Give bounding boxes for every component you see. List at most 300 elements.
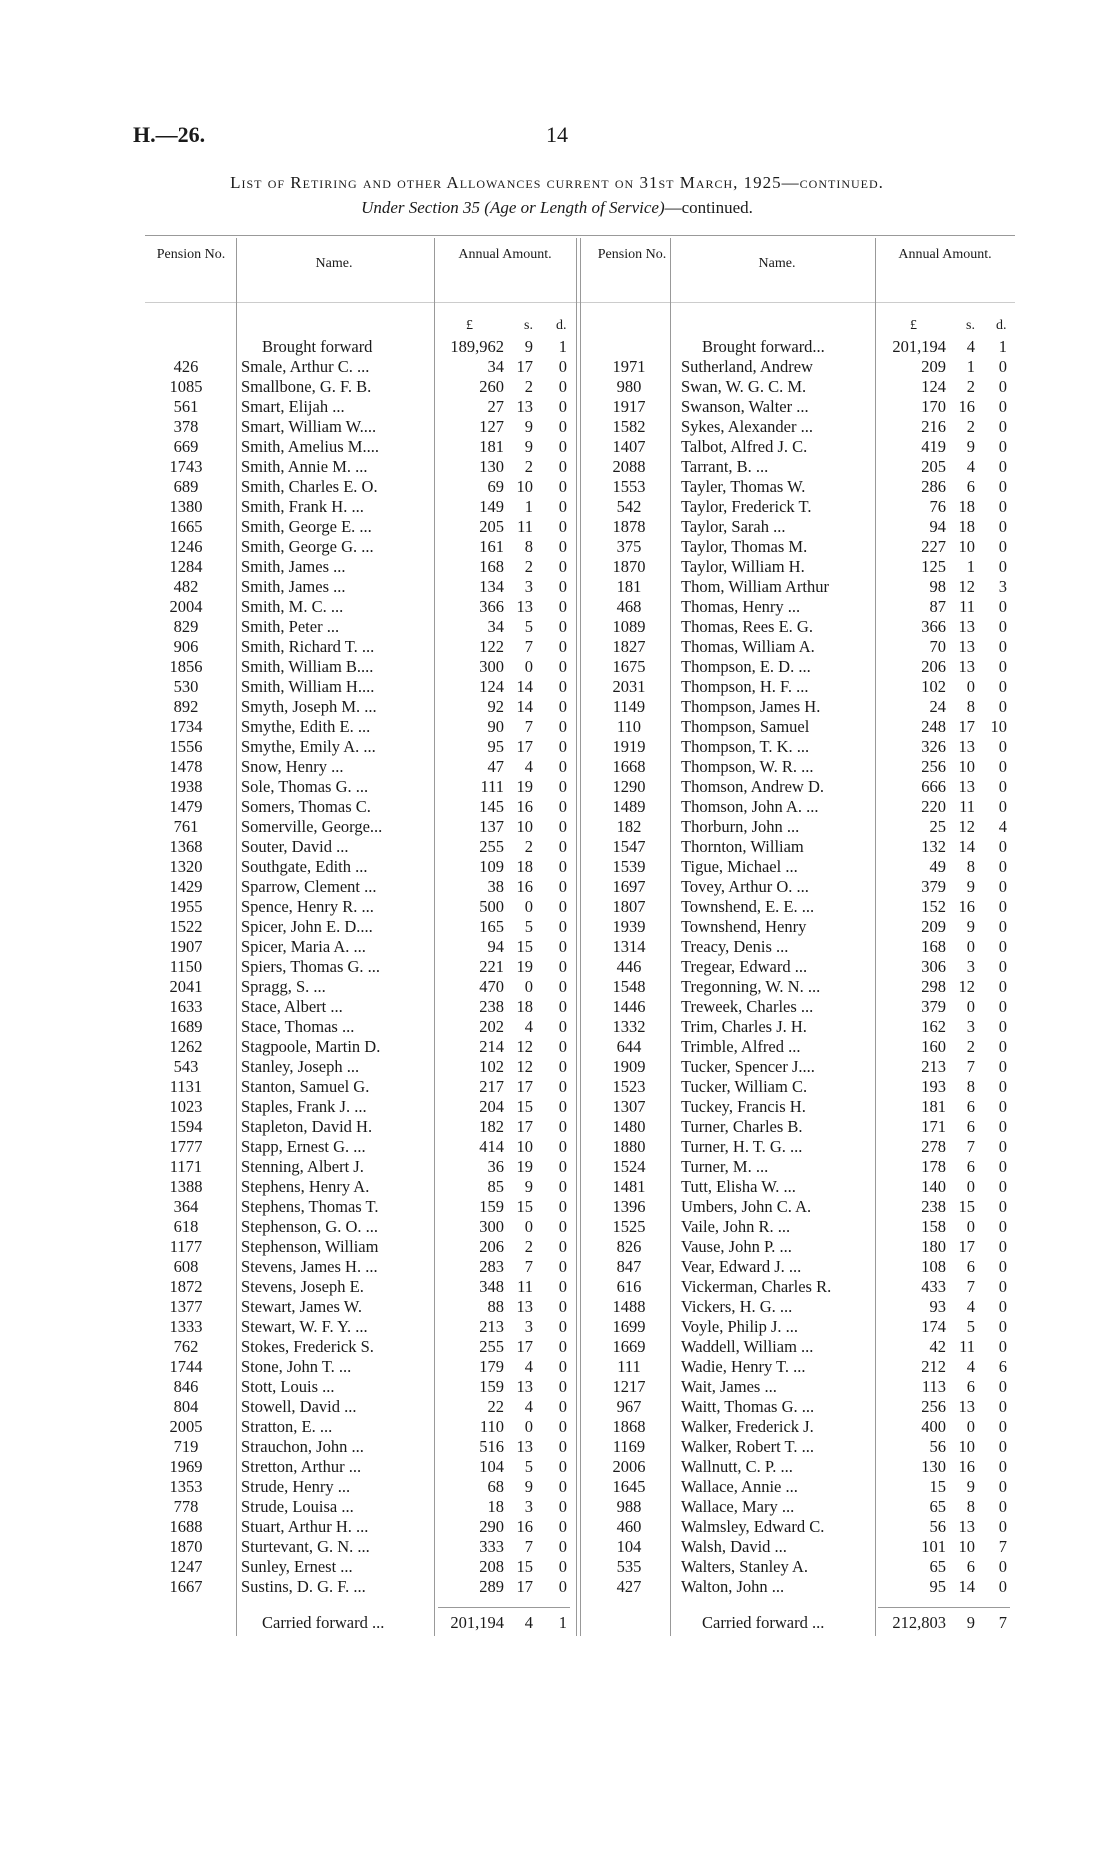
amount-shillings: 10 [958,1537,975,1556]
amount-pounds: 217 [479,1077,504,1096]
pension-no: 1388 [169,1177,203,1196]
pensioner-name: Wait, James ... [681,1377,777,1396]
amount-shillings: 16 [516,1517,533,1536]
amount-shillings: 14 [516,697,533,716]
row-label: Carried forward ... [262,1613,385,1632]
amount-pounds: 201,194 [450,1613,504,1632]
pension-no: 1907 [169,937,203,956]
pensioner-name: Smith, George G. ... [241,537,374,556]
pension-no: 378 [173,417,199,436]
amount-pence: 0 [998,737,1007,756]
pension-no: 1743 [169,457,203,476]
amount-shillings: 1 [966,557,975,576]
amount-shillings: 1 [524,497,533,516]
amount-shillings: 0 [524,1417,533,1436]
amount-shillings: 16 [516,877,533,896]
pensioner-name: Smith, James ... [241,557,346,576]
amount-shillings: 4 [966,1297,975,1316]
amount-shillings: 4 [524,1357,533,1376]
amount-shillings: 2 [524,1237,533,1256]
pension-no: 778 [173,1497,199,1516]
pension-no: 375 [616,537,642,556]
amount-shillings: 7 [966,1277,975,1296]
pensioner-name: Tarrant, B. ... [681,457,769,476]
pension-no: 762 [173,1337,199,1356]
pension-no: 1380 [169,497,203,516]
amount-pence: 0 [998,1417,1007,1436]
pension-no: 1524 [612,1157,646,1176]
pension-no: 1917 [612,397,646,416]
pensioner-name: Strude, Louisa ... [241,1497,354,1516]
pension-no: 1919 [612,737,646,756]
pension-no: 1353 [169,1477,203,1496]
amount-pence: 0 [998,1457,1007,1476]
pensioner-name: Walters, Stanley A. [681,1557,808,1576]
amount-pence: 0 [998,857,1007,876]
amount-pence: 0 [998,1517,1007,1536]
pension-no: 1669 [612,1337,646,1356]
amount-pence: 0 [558,1477,567,1496]
amount-shillings: 15 [516,1097,533,1116]
amount-pounds: 174 [921,1317,946,1336]
pensioner-name: Somers, Thomas C. [241,797,371,816]
amount-pounds: 366 [479,597,504,616]
pensioner-name: Wadie, Henry T. ... [681,1357,806,1376]
pension-no: 1523 [612,1077,646,1096]
pensioner-name: Thompson, H. F. ... [681,677,809,696]
amount-shillings: 4 [966,457,975,476]
table-row [0,717,1114,737]
table-row [0,1477,1114,1497]
amount-shillings: 16 [958,397,975,416]
amount-shillings: 15 [516,937,533,956]
subtitle-italic: Under Section 35 (Age or Length of Service) [361,198,665,217]
pension-no: 689 [173,477,199,496]
amount-pounds: 132 [921,837,946,856]
row-label: Brought forward... [702,337,825,356]
pensioner-name: Stephenson, William [241,1237,379,1256]
amount-shillings: 7 [524,637,533,656]
amount-pence: 0 [558,1117,567,1136]
amount-pence: 0 [558,857,567,876]
amount-pence: 0 [998,1557,1007,1576]
amount-pence: 0 [558,1197,567,1216]
amount-pence: 0 [558,1377,567,1396]
pension-no: 1665 [169,517,203,536]
amount-pence: 0 [998,1097,1007,1116]
amount-pounds: 202 [479,1017,504,1036]
table-row [0,357,1114,377]
amount-pence: 0 [558,1457,567,1476]
amount-pence: 0 [998,637,1007,656]
amount-pounds: 88 [487,1297,504,1316]
table-row [0,417,1114,437]
amount-pounds: 158 [921,1217,946,1236]
pensioner-name: Walker, Frederick J. [681,1417,814,1436]
currency-pounds-left: £ [466,318,473,333]
amount-shillings: 8 [966,1077,975,1096]
pension-no: 846 [173,1377,199,1396]
pensioner-name: Walton, John ... [681,1577,785,1596]
pension-no: 2006 [612,1457,646,1476]
pension-no: 1827 [612,637,646,656]
pension-no: 460 [616,1517,642,1536]
amount-pounds: 34 [487,357,504,376]
amount-shillings: 0 [966,937,975,956]
pension-no: 1481 [612,1177,646,1196]
amount-shillings: 19 [516,957,533,976]
amount-pence: 0 [558,1157,567,1176]
pension-no: 1489 [612,797,646,816]
amount-pence: 0 [558,1237,567,1256]
pensioner-name: Thorburn, John ... [681,817,800,836]
table-row [0,1057,1114,1077]
pensioner-name: Tuckey, Francis H. [681,1097,806,1116]
amount-pence: 0 [558,697,567,716]
pensioner-name: Smith, George E. ... [241,517,372,536]
table-row [0,817,1114,837]
amount-pounds: 179 [479,1357,504,1376]
pensioner-name: Stowell, David ... [241,1397,357,1416]
amount-pounds: 102 [921,677,946,696]
amount-shillings: 7 [966,1137,975,1156]
amount-shillings: 6 [966,477,975,496]
amount-shillings: 6 [966,1377,975,1396]
amount-pence: 0 [998,1077,1007,1096]
table-row [0,837,1114,857]
amount-pounds: 159 [479,1197,504,1216]
pensioner-name: Thom, William Arthur [681,577,829,596]
amount-shillings: 19 [516,777,533,796]
pension-no: 1955 [169,897,203,916]
header-amount-right: Annual Amount. [898,247,992,262]
pension-no: 1446 [612,997,646,1016]
pensioner-name: Stapleton, David H. [241,1117,373,1136]
pensioner-name: Vickerman, Charles R. [681,1277,832,1296]
amount-shillings: 6 [966,1157,975,1176]
amount-pounds: 145 [479,797,504,816]
pensioner-name: Spicer, John E. D.... [241,917,373,936]
amount-pence: 0 [998,1397,1007,1416]
amount-shillings: 7 [524,1257,533,1276]
amount-pounds: 193 [921,1077,946,1096]
amount-pounds: 93 [929,1297,946,1316]
pensioner-name: Snow, Henry ... [241,757,344,776]
pensioner-name: Smith, Frank H. ... [241,497,364,516]
amount-shillings: 5 [524,617,533,636]
amount-shillings: 17 [516,357,533,376]
amount-pounds: 94 [487,937,504,956]
amount-pounds: 214 [479,1037,504,1056]
pensioner-name: Tutt, Elisha W. ... [681,1177,796,1196]
amount-pounds: 34 [487,617,504,636]
pension-no: 1939 [612,917,646,936]
amount-pence: 0 [558,477,567,496]
amount-shillings: 13 [958,617,975,636]
amount-pounds: 300 [479,657,504,676]
pensioner-name: Thompson, W. R. ... [681,757,814,776]
amount-pounds: 110 [479,1417,504,1436]
amount-pounds: 49 [929,857,946,876]
pension-no: 1909 [612,1057,646,1076]
pensioner-name: Stokes, Frederick S. [241,1337,374,1356]
table-row [0,1397,1114,1417]
amount-pence: 0 [558,1217,567,1236]
pensioner-name: Stuart, Arthur H. ... [241,1517,369,1536]
amount-pounds: 289 [479,1577,504,1596]
amount-shillings: 15 [516,1557,533,1576]
pensioner-name: Stratton, E. ... [241,1417,333,1436]
pension-no: 110 [616,717,642,736]
amount-pounds: 414 [479,1137,504,1156]
pensioner-name: Stanton, Samuel G. [241,1077,370,1096]
pension-no: 543 [173,1057,199,1076]
pension-no: 616 [616,1277,642,1296]
amount-shillings: 13 [516,1297,533,1316]
table-row [0,397,1114,417]
amount-pence: 0 [998,597,1007,616]
amount-shillings: 11 [959,797,975,816]
amount-pence: 0 [558,1337,567,1356]
brought-forward-row [0,337,1114,357]
pensioner-name: Smith, William H.... [241,677,375,696]
pension-no: 1697 [612,877,646,896]
amount-pounds: 25 [929,817,946,836]
pensioner-name: Sykes, Alexander ... [681,417,813,436]
amount-shillings: 4 [966,337,975,356]
table-row [0,1537,1114,1557]
amount-pounds: 87 [929,597,946,616]
amount-shillings: 0 [524,977,533,996]
pension-no: 104 [616,1537,642,1556]
amount-pounds: 278 [921,1137,946,1156]
pension-no: 1488 [612,1297,646,1316]
amount-pounds: 113 [921,1377,946,1396]
pensioner-name: Smyth, Joseph M. ... [241,697,377,716]
pensioner-name: Thompson, T. K. ... [681,737,810,756]
amount-shillings: 4 [524,1397,533,1416]
amount-pounds: 227 [921,537,946,556]
amount-pence: 0 [998,1377,1007,1396]
pension-no: 1633 [169,997,203,1016]
table-row [0,457,1114,477]
pension-no: 1938 [169,777,203,796]
amount-pounds: 212 [921,1357,946,1376]
pensioner-name: Wallace, Annie ... [681,1477,798,1496]
pensioner-name: Smythe, Emily A. ... [241,737,376,756]
amount-shillings: 0 [524,897,533,916]
table-row [0,597,1114,617]
amount-shillings: 9 [966,877,975,896]
pension-no: 182 [616,817,642,836]
amount-pounds: 104 [479,1457,504,1476]
amount-pounds: 15 [929,1477,946,1496]
table-top-rule [145,235,1015,236]
pension-no: 804 [173,1397,199,1416]
amount-pounds: 161 [479,537,504,556]
pensioner-name: Tigue, Michael ... [681,857,798,876]
amount-shillings: 8 [966,857,975,876]
amount-pence: 7 [998,1537,1007,1556]
pensioner-name: Smith, Peter ... [241,617,340,636]
pensioner-name: Wallnutt, C. P. ... [681,1457,793,1476]
pension-no: 1478 [169,757,203,776]
amount-shillings: 9 [966,1477,975,1496]
pensioner-name: Smith, Annie M. ... [241,457,368,476]
pensioner-name: Thomas, William A. [681,637,815,656]
amount-pounds: 206 [921,657,946,676]
amount-shillings: 1 [966,357,975,376]
pension-no: 1246 [169,537,203,556]
pension-no: 1307 [612,1097,646,1116]
pension-no: 2031 [612,677,646,696]
amount-shillings: 13 [516,597,533,616]
amount-pence: 0 [998,797,1007,816]
pension-no: 530 [173,677,199,696]
amount-pence: 0 [998,1237,1007,1256]
pensioner-name: Strauchon, John ... [241,1437,364,1456]
table-row [0,757,1114,777]
amount-pence: 0 [998,1037,1007,1056]
pension-no: 1169 [612,1437,646,1456]
pension-no: 1689 [169,1017,203,1036]
amount-pence: 0 [998,1277,1007,1296]
pension-no: 1856 [169,657,203,676]
pensioner-name: Smale, Arthur C. ... [241,357,370,376]
amount-shillings: 13 [958,1517,975,1536]
amount-shillings: 3 [524,1317,533,1336]
pensioner-name: Sole, Thomas G. ... [241,777,369,796]
amount-pence: 7 [998,1613,1007,1632]
table-row [0,997,1114,1017]
amount-shillings: 18 [516,997,533,1016]
pension-no: 1377 [169,1297,203,1316]
amount-pence: 0 [998,1257,1007,1276]
pension-no: 826 [616,1237,642,1256]
amount-shillings: 13 [958,637,975,656]
amount-pence: 0 [998,517,1007,536]
pensioner-name: Wallace, Mary ... [681,1497,795,1516]
pension-no: 1314 [612,937,646,956]
pensioner-name: Townshend, E. E. ... [681,897,815,916]
amount-pence: 1 [558,1613,567,1632]
pension-no: 111 [617,1357,641,1376]
amount-shillings: 17 [958,1237,975,1256]
pensioner-name: Spence, Henry R. ... [241,897,374,916]
table-row [0,1497,1114,1517]
amount-pounds: 238 [479,997,504,1016]
amount-pounds: 208 [479,1557,504,1576]
amount-pounds: 68 [487,1477,504,1496]
pension-no: 1667 [169,1577,203,1596]
pensioner-name: Spragg, S. ... [241,977,326,996]
amount-pounds: 181 [479,437,504,456]
table-row [0,797,1114,817]
pensioner-name: Stagpoole, Martin D. [241,1037,381,1056]
amount-pounds: 168 [921,937,946,956]
amount-pounds: 69 [487,477,504,496]
total-rule-right [878,1607,1010,1608]
pension-no: 980 [616,377,642,396]
amount-pence: 0 [558,1137,567,1156]
amount-pounds: 206 [479,1237,504,1256]
amount-pence: 3 [998,577,1007,596]
pension-no: 1150 [169,957,203,976]
table-row [0,1457,1114,1477]
amount-pence: 0 [558,1177,567,1196]
amount-pounds: 178 [921,1157,946,1176]
amount-shillings: 8 [966,697,975,716]
pensioner-name: Sutherland, Andrew [681,357,813,376]
amount-shillings: 2 [966,1037,975,1056]
amount-shillings: 12 [958,817,975,836]
pensioner-name: Tovey, Arthur O. ... [681,877,809,896]
amount-pence: 0 [558,357,567,376]
pension-no: 1556 [169,737,203,756]
amount-shillings: 17 [958,717,975,736]
pension-no: 829 [173,617,199,636]
amount-pounds: 18 [487,1497,504,1516]
pension-no: 1645 [612,1477,646,1496]
pension-no: 1479 [169,797,203,816]
amount-pence: 0 [998,957,1007,976]
table-row [0,537,1114,557]
pension-no: 1333 [169,1317,203,1336]
amount-pence: 0 [558,497,567,516]
amount-shillings: 15 [958,1197,975,1216]
amount-pounds: 209 [921,357,946,376]
pensioner-name: Spiers, Thomas G. ... [241,957,381,976]
amount-shillings: 12 [516,1037,533,1056]
pension-no: 1971 [612,357,646,376]
amount-pounds: 290 [479,1517,504,1536]
table-row [0,1037,1114,1057]
amount-pounds: 134 [479,577,504,596]
amount-pounds: 160 [921,1037,946,1056]
amount-shillings: 4 [524,1613,533,1632]
amount-shillings: 12 [516,1057,533,1076]
amount-pence: 0 [998,997,1007,1016]
pensioner-name: Talbot, Alfred J. C. [681,437,808,456]
pension-no: 426 [173,357,199,376]
amount-shillings: 7 [966,1057,975,1076]
amount-pence: 1 [558,337,567,356]
header-pension-no-right: Pension No. [597,247,667,262]
pension-no: 1149 [612,697,646,716]
amount-shillings: 3 [966,1017,975,1036]
amount-pence: 0 [998,497,1007,516]
amount-pence: 0 [558,1417,567,1436]
amount-pounds: 124 [921,377,946,396]
pensioner-name: Thomson, Andrew D. [681,777,824,796]
amount-pounds: 213 [921,1057,946,1076]
amount-pence: 0 [558,417,567,436]
amount-shillings: 2 [966,417,975,436]
amount-pounds: 152 [921,897,946,916]
pension-no: 1368 [169,837,203,856]
amount-pounds: 165 [479,917,504,936]
amount-pence: 0 [998,457,1007,476]
amount-pounds: 65 [929,1557,946,1576]
amount-pounds: 47 [487,757,504,776]
table-row [0,1377,1114,1397]
amount-shillings: 9 [966,437,975,456]
amount-pounds: 56 [929,1517,946,1536]
pensioner-name: Voyle, Philip J. ... [681,1317,799,1336]
amount-shillings: 5 [966,1317,975,1336]
pensioner-name: Thomas, Henry ... [681,597,801,616]
table-row [0,1557,1114,1577]
